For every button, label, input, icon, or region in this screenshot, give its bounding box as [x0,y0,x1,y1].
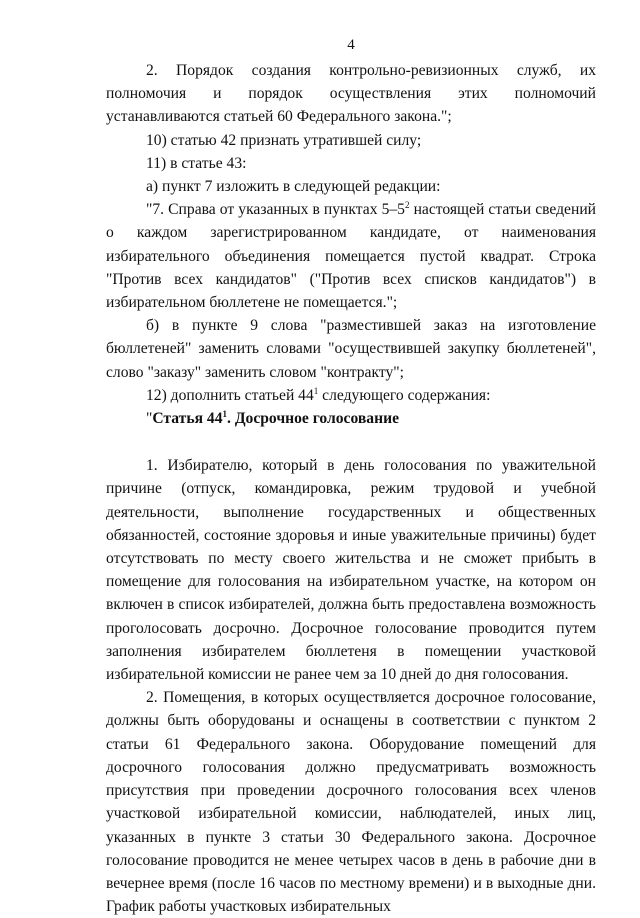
page-number: 4 [347,37,355,53]
paragraph-item-7-edit: а) пункт 7 изложить в следующей редакции: [146,178,441,196]
paragraph-early-voting-2: 2. Помещения, в которых осуществляется досрочное голосование, должны быть оборудованы и оснащены в соответствии с пунктом 2 статьи 61 Федерального закона. Оборудование помещений для досрочного голосования должно предусматривать возможность присутствия при проведении досрочного голосования всех членов участковой избирательной комиссии, наблюдателей, иных лиц, указанных в пункте 3 статьи 30 Федерального закона. Досрочное голосование проводится не менее четырех часов в день в рабочие дни в вечернее время (после 16 часов по местному времени) и в выходные дни. График работы участковых избирательных [106,689,596,916]
superscript-2: 2 [404,200,410,211]
article-heading-subtitle: . Досрочное голосование [227,410,399,428]
paragraph-add-article [106,384,596,407]
article-heading [106,407,596,430]
article-heading-title: Статья 44 [152,410,223,428]
paragraph-early-voting-1: 1. Избирателю, который в день голосования по уважительной причине (отпуск, командировка, режим трудовой и учебной деятельности, выполнение государственных и общественных обязанностей, состояние здоровья и иные уважительные причины) будет отсутствовать по месту своего жительства и не сможет прибыть в помещение для голосования на избирательном участке, на котором он включен в список избирателей, должна быть предоставлена возможность проголосовать досрочно. Досрочное голосование проводится путем заполнения избирателем бюллетеня в помещении участковой избирательной комиссии не ранее чем за 10 дней до дня голосования. [106,457,596,684]
paragraph-item-7-text-end: настоящей статьи сведений о каждом зарегистрированном кандидате, от наименования избирательного объединения помещается пустой квадрат. Строка "Против всех кандидатов" ("Против всех списков кандидатов") в избирательном бюллетене не помещается."; [106,201,597,312]
paragraph-add-article-end: следующего содержания: [318,386,491,404]
paragraph-article-42: 10) статью 42 признать утратившей силу; [146,131,422,149]
article-heading-quote: " [146,410,153,428]
article-heading-superscript: 1 [222,408,228,419]
document-body [106,59,596,918]
superscript-1: 1 [313,385,319,396]
paragraph-item-7-text [106,198,596,314]
paragraph-article-43: 11) в статье 43: [146,154,247,172]
paragraph-add-article-start: 12) дополнить статьей 44 [146,386,314,404]
paragraph-item-7-text-start: "7. Справа от указанных в пунктах 5–5 [146,201,405,219]
paragraph-control-services: 2. Порядок создания контрольно-ревизионных служб, их полномочия и порядок осуществления этих полномочий устанавливаются статьей 60 Федерального закона."; [106,62,596,126]
paragraph-item-9: б) в пункте 9 слова "разместившей заказ на изготовление бюллетеней" заменить словами "осуществившей закупку бюллетеней", слово "заказу" заменить словом "контракту"; [106,317,596,381]
